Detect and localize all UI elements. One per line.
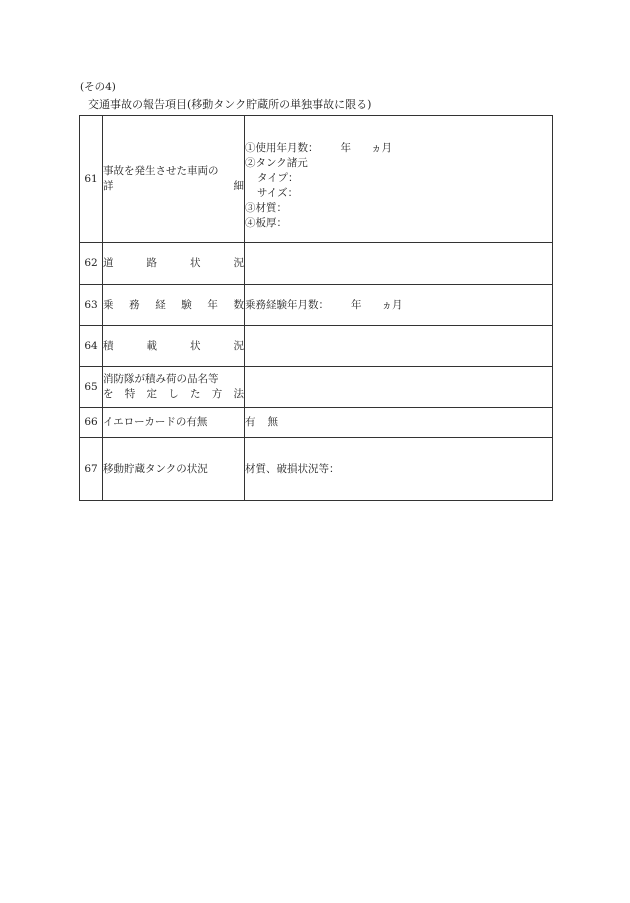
row-number: 61 xyxy=(80,116,103,243)
usage-month-unit: ヵ月 xyxy=(371,141,392,154)
item-char: 路 xyxy=(146,257,157,269)
item-char: 年 xyxy=(207,298,218,311)
item-char: 細 xyxy=(233,180,244,192)
usage-year-unit: 年 xyxy=(340,141,351,154)
item-char: 法 xyxy=(233,388,244,400)
option-yes: 有 xyxy=(245,416,256,428)
table-row-62 xyxy=(80,243,553,285)
table-row-65 xyxy=(80,367,553,408)
report-items-table xyxy=(79,115,553,501)
option-no: 無 xyxy=(267,416,278,428)
tank-type-line: タイプ： xyxy=(257,171,299,184)
material-line: ③材質： xyxy=(245,201,287,214)
item-char: を xyxy=(103,388,114,400)
section-title: 交通事故の報告項目(移動タンク貯蔵所の単独事故に限る) xyxy=(88,98,372,111)
part-label: (その4) xyxy=(80,81,116,93)
experience-label: 乗務経験年月数： xyxy=(245,298,329,311)
item-line-spread xyxy=(103,387,244,402)
item-char: 積 xyxy=(103,339,114,352)
item-char: 道 xyxy=(103,257,114,269)
item-line: 移動貯蔵タンクの状況 xyxy=(103,462,208,475)
row-number: 64 xyxy=(80,326,103,367)
item-char: 況 xyxy=(233,257,244,269)
item-char: 務 xyxy=(129,298,140,311)
table-row-64 xyxy=(80,326,553,367)
usage-label: ①使用年月数： xyxy=(245,141,319,154)
item-char: 特 xyxy=(124,388,136,400)
row-number: 63 xyxy=(80,285,103,326)
item-line-spread xyxy=(103,179,244,194)
item-line-spread xyxy=(103,256,244,271)
row-detail xyxy=(245,408,553,438)
experience-year-unit: 年 xyxy=(351,298,362,311)
item-char: 状 xyxy=(190,339,201,352)
row-number: 66 xyxy=(80,408,103,438)
row-item xyxy=(103,367,245,408)
table-row-63 xyxy=(80,285,553,326)
row-detail xyxy=(245,326,553,367)
row-item xyxy=(103,285,245,326)
table-row-66 xyxy=(80,408,553,438)
item-char: 乗 xyxy=(103,298,114,311)
row-number: 67 xyxy=(80,438,103,501)
item-char: し xyxy=(168,388,179,400)
row-detail xyxy=(245,116,553,243)
item-char: 載 xyxy=(146,339,157,352)
row-item xyxy=(103,243,245,285)
item-line: 事故を発生させた車両の xyxy=(103,165,219,177)
item-char: 方 xyxy=(211,388,223,400)
item-line-spread xyxy=(103,298,244,313)
tank-size-line: サイズ： xyxy=(257,186,299,199)
row-detail xyxy=(245,367,553,408)
yes-no-options xyxy=(245,415,552,430)
item-char: 況 xyxy=(233,339,244,352)
item-line-spread xyxy=(103,339,244,354)
tank-spec-line: ②タンク諸元 xyxy=(245,156,308,169)
item-char: 定 xyxy=(146,388,157,400)
item-line: 消防隊が積み荷の品名等 xyxy=(103,373,219,385)
thickness-line: ④板厚： xyxy=(245,216,287,229)
row-detail xyxy=(245,243,553,285)
usage-period-line xyxy=(245,141,552,156)
experience-line xyxy=(245,298,552,313)
row-number: 62 xyxy=(80,243,103,285)
row-item xyxy=(103,408,245,438)
row-item xyxy=(103,438,245,501)
item-char: 経 xyxy=(155,298,166,311)
item-char: 詳 xyxy=(103,180,114,192)
row-detail xyxy=(245,285,553,326)
experience-month-unit: ヵ月 xyxy=(381,298,403,311)
table-row-61 xyxy=(80,116,553,243)
tank-condition-line: 材質、破損状況等： xyxy=(245,463,340,475)
table-row-67 xyxy=(80,438,553,501)
item-char: 数 xyxy=(233,298,244,311)
row-number: 65 xyxy=(80,367,103,408)
row-item xyxy=(103,116,245,243)
item-char: 状 xyxy=(190,257,201,269)
row-detail xyxy=(245,438,553,501)
item-line: イエローカードの有無 xyxy=(103,416,208,428)
item-char: た xyxy=(190,388,201,400)
item-char: 験 xyxy=(181,298,192,311)
row-item xyxy=(103,326,245,367)
